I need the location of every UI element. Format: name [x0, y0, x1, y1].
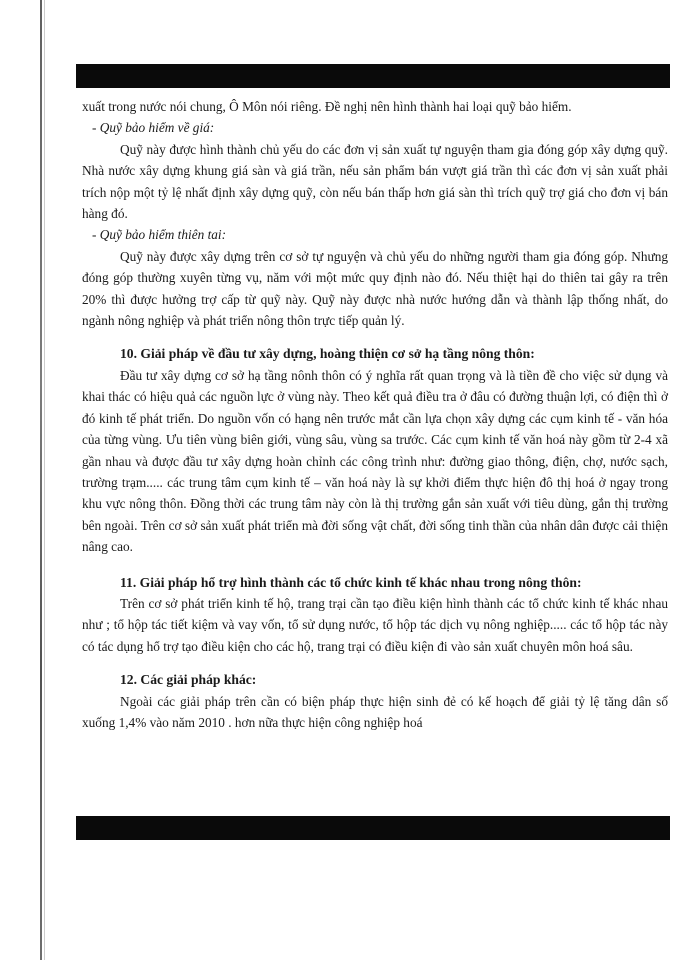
section-10-heading: 10. Giải pháp về đầu tư xây dựng, hoàng thiện cơ sở hạ tầng nông thôn: — [120, 346, 535, 362]
intro-paragraph: xuất trong nước nói chung, Ô Môn nói riêng. Đề nghị nên hình thành hai loại quỹ bảo hiểm. — [82, 99, 572, 114]
scan-edge-line-secondary — [44, 0, 45, 960]
section-12-paragraph: Ngoài các giải pháp trên cần có biện pháp thực hiện sinh đẻ có kế hoạch để giải tỷ lệ tăng dân số xuống 1,4% vào năm 2010 . hơn nữa thực hiện công nghiệp hoá — [82, 693, 668, 730]
section-10-paragraph: Đầu tư xây dựng cơ sở hạ tầng nônh thôn có ý nghĩa rất quan trọng và là tiền đề cho việc sử dụng và khai thác có hiệu quả các nguồn lực ở vùng này. Theo kết quả điều tra ở đâu có đường thuận lợi, có điện thì ở đó kinh tế phát triển. Do nguồn vốn có hạng nên trước mắt cần lựa chọn xây dựng các cụm kinh tế - văn hóa của từng vùng. Ưu tiên vùng biên giới, vùng sâu, vùng sa trước. Các cụm kinh tế văn hoá này gồm từ 2-4 xã gần nhau và được đầu tư xây dựng hoàn chỉnh các công trình như: đường giao thông, điện, chợ, nước sạch, trường trạm..... các trung tâm cụm kinh tế – văn hoá này là sự khởi điểm thực hiện đô thị hoá ở ngay trong khu vực nông thôn. Đồng thời các trung tâm này còn là thị trường gắn sản xuất với tiêu dùng, gắn thị trường bên ngoài. Trên cơ sở sản xuất phát triển mà đời sống vật chất, đời sống tinh thần của nhân dân được cải thiện nâng cao. — [82, 367, 668, 555]
section-11-heading: 11. Giải pháp hổ trợ hình thành các tổ chức kinh tế khác nhau trong nông thôn: — [120, 574, 582, 590]
page-content — [82, 96, 668, 733]
header-bar — [76, 64, 670, 88]
scan-edge-line — [40, 0, 42, 960]
section-11-paragraph: Trên cơ sở phát triển kinh tế hộ, trang trại cần tạo điều kiện hình thành các tổ chức kinh tế khác nhau như ; tổ hộp tác tiết kiệm và vay vốn, tổ sử dụng nước, tổ hộp tác dịch vụ nông nghiệp..... các tổ hộp tác này có tác dụng hổ trợ tạo điều kiện cho các hộ, trang trại có điều kiện đi vào sản xuất chuyên môn hoá sâu. — [82, 595, 668, 654]
disaster-fund-label: - Quỹ bảo hiểm thiên tai: — [92, 227, 227, 243]
price-fund-label: - Quỹ bảo hiểm về giá: — [92, 120, 215, 136]
section-12-heading: 12. Các giải pháp khác: — [120, 672, 257, 688]
disaster-fund-paragraph: Quỹ này được xây dựng trên cơ sở tự nguyện và chủ yếu do những người tham gia đóng góp. Nhưng đóng góp thường xuyên từng vụ, năm với một mức quy định nào đó. Nếu thiệt hại do thiên tai gây ra trên 20% thì được hưởng trợ cấp từ quỹ này. Quỹ này được nhà nước hướng dẫn và thành lập thống nhất, do ngành nông nghiệp và phát triển nông thôn trực tiếp quản lý. — [82, 248, 668, 329]
price-fund-paragraph: Quỹ này được hình thành chủ yếu do các đơn vị sản xuất tự nguyện tham gia đóng góp xây dựng quỹ. Nhà nước xây dựng khung giá sàn và giá trần, nếu sản phẩm bán vượt giá trần thì các đơn vị sản xuất phải trích nộp một tỷ lệ nhất định xây dựng quỹ, còn nếu bán thấp hơn giá sàn thì trích quỹ trợ giá cho đơn vị bán hàng đó. — [82, 141, 668, 222]
footer-bar — [76, 816, 670, 840]
